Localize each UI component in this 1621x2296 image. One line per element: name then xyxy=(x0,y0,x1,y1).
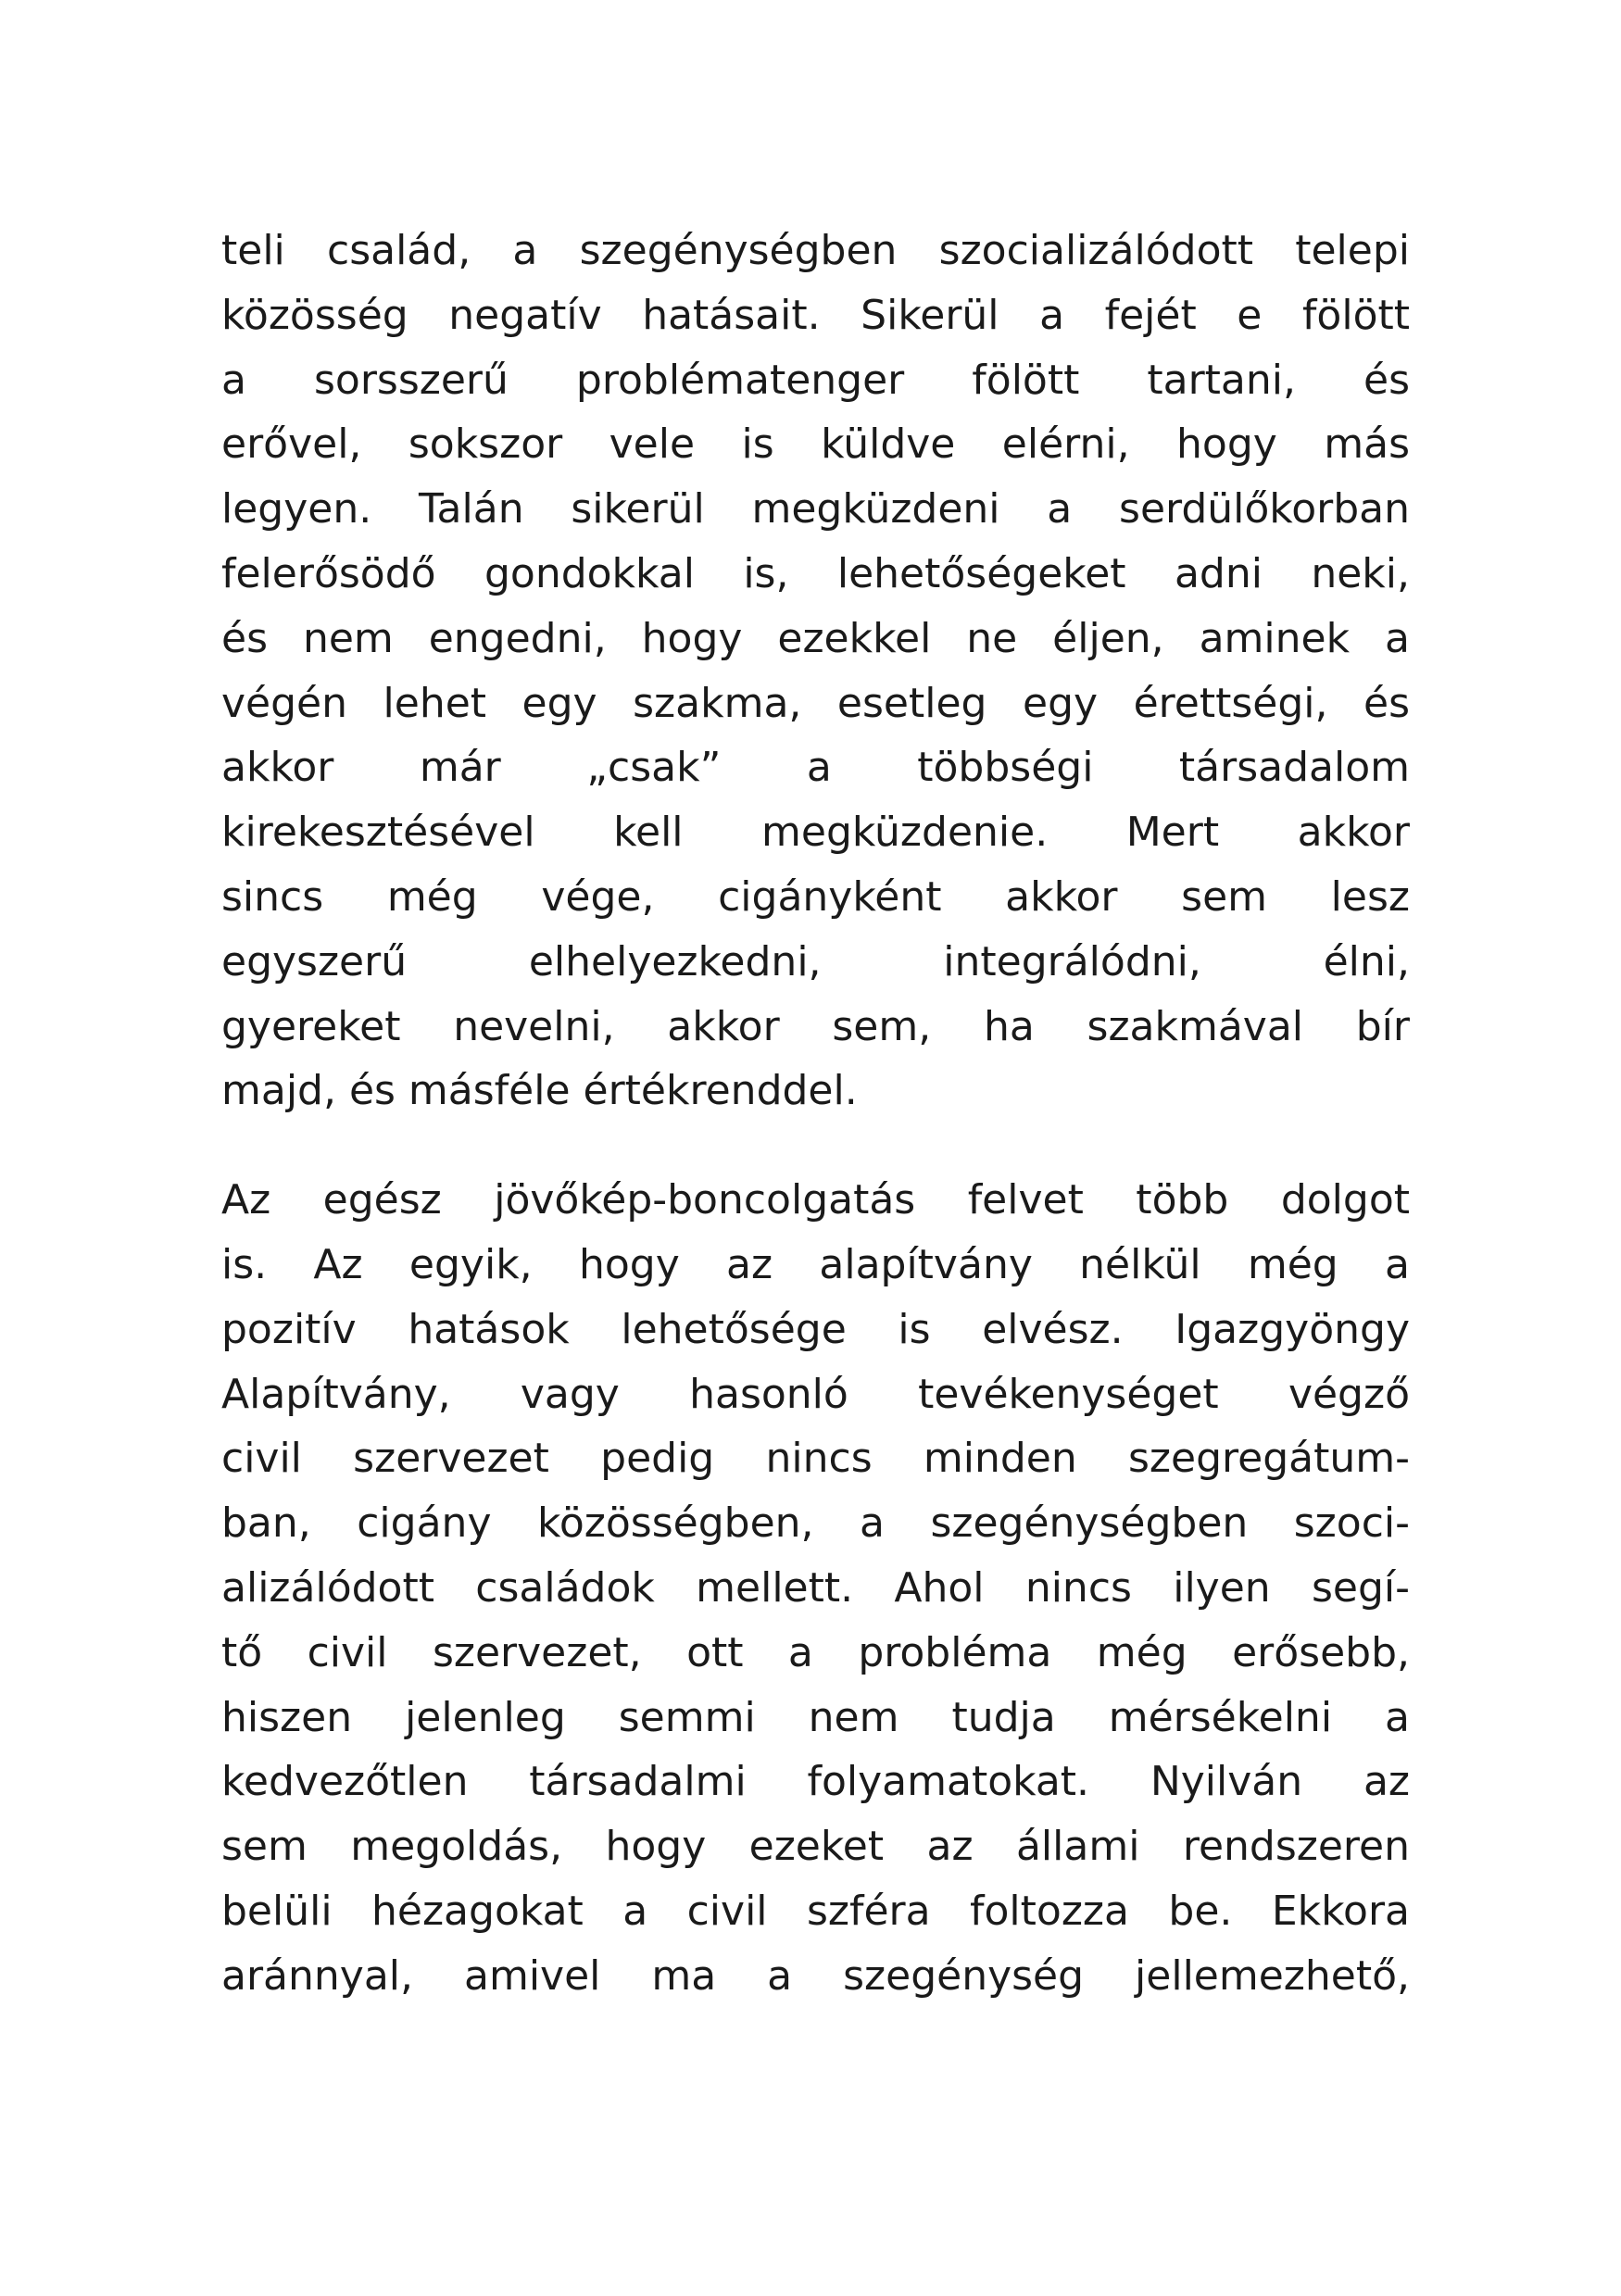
text-line: Alapítvány, vagy hasonló tevékenységet végző xyxy=(221,1370,1410,1418)
text-line: alizálódott családok mellett. Ahol nincs ilyen segí- xyxy=(221,1563,1410,1612)
text-line: a sorsszerű problématenger fölött tartani, és xyxy=(221,356,1410,404)
document-body xyxy=(221,219,1410,2009)
text-line: erővel, sokszor vele is küldve elérni, hogy más xyxy=(221,420,1410,469)
text-line: majd, és másféle értékrenddel. xyxy=(221,1067,858,1115)
paragraph-2 xyxy=(221,1168,1410,2008)
text-line: kedvezőtlen társadalmi folyamatokat. Nyilván az xyxy=(221,1758,1410,1806)
text-line: is. Az egyik, hogy az alapítvány nélkül még a xyxy=(221,1240,1410,1288)
text-line: belüli hézagokat a civil szféra foltozza be. Ekkora xyxy=(221,1887,1410,1935)
text-line: és nem engedni, hogy ezekkel ne éljen, aminek a xyxy=(221,614,1410,662)
text-line: tő civil szervezet, ott a probléma még erősebb, xyxy=(221,1628,1410,1676)
text-line: sem megoldás, hogy ezeket az állami rendszeren xyxy=(221,1823,1410,1871)
text-line: közösség negatív hatásait. Sikerül a fejét e fölött xyxy=(221,291,1410,339)
text-line: Az egész jövőkép-boncolgatás felvet több dolgot xyxy=(221,1176,1410,1224)
text-line: végén lehet egy szakma, esetleg egy érettségi, és xyxy=(221,679,1410,727)
text-line: kirekesztésével kell megküzdenie. Mert akkor xyxy=(221,809,1410,857)
text-line: egyszerű elhelyezkedni, integrálódni, élni, xyxy=(221,937,1410,985)
text-line: teli család, a szegénységben szocializálódott telepi xyxy=(221,227,1410,274)
text-line: gyereket nevelni, akkor sem, ha szakmával bír xyxy=(221,1002,1410,1050)
text-line: akkor már „csak” a többségi társadalom xyxy=(221,744,1410,792)
text-line: pozitív hatások lehetősége is elvész. Igazgyöngy xyxy=(221,1305,1410,1353)
text-line: aránnyal, amivel ma a szegénység jellemezhető, xyxy=(221,1951,1410,2000)
text-line: ban, cigány közösségben, a szegénységben szoci- xyxy=(221,1499,1410,1548)
paragraph-1 xyxy=(221,219,1410,1123)
text-line: sincs még vége, cigányként akkor sem lesz xyxy=(221,872,1410,921)
text-line: hiszen jelenleg semmi nem tudja mérsékelni a xyxy=(221,1693,1410,1741)
text-line: legyen. Talán sikerül megküzdeni a serdülőkorban xyxy=(221,485,1410,533)
text-line: civil szervezet pedig nincs minden szegregátum- xyxy=(221,1435,1410,1483)
text-line: felerősödő gondokkal is, lehetőségeket adni neki, xyxy=(221,549,1410,597)
